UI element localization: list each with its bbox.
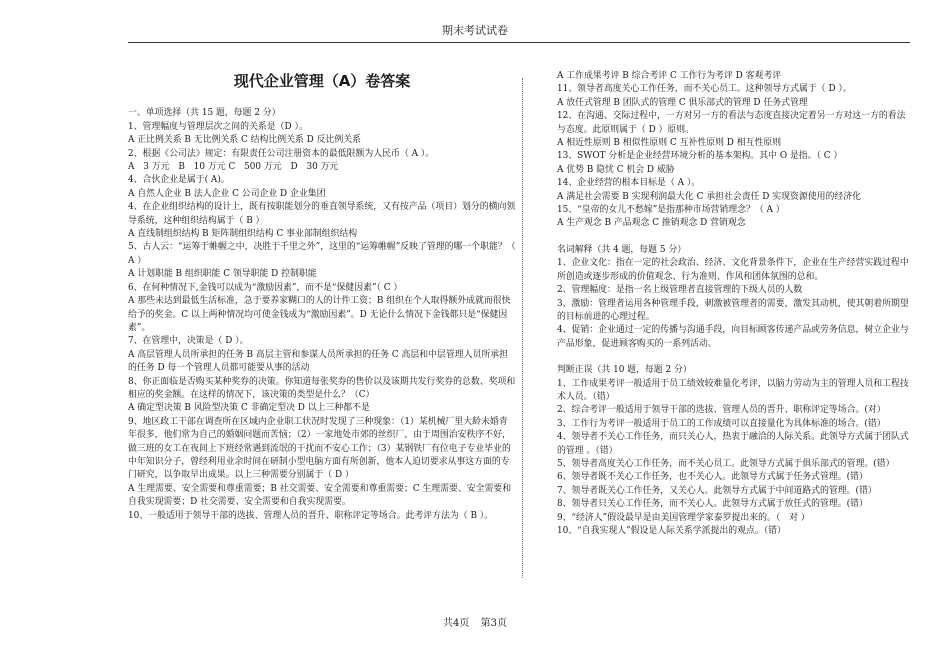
page-title: 现代企业管理（A）卷答案 [233,72,411,90]
left-content [128,107,516,523]
page-footer [0,614,950,629]
text-line: 10、一般适用于领导干部的选拔、管理人员的晋升、职称评定等场合。此考评方法为（ B ）。 [128,510,494,521]
text-line: A 生产观念 B 产品观念 C 推销观念 D 营销观念 [557,218,746,229]
text-line: A 相近性原则 B 相似性原则 C 互补性原则 D 相互性原则 [557,138,782,149]
text-line: 3、工作行为考评一般适用于员工的工作成绩可以直接量化为具体标准的场合。(错） [557,418,886,429]
text-line: A 3 万元 B 10 万元 C 500 万元 D 30 万元 [128,162,339,173]
text-line: 9、地区政工干部在调查所在区域内企业职工状况时发现了三种现象：（1）某机械厂里大龄未婚青年很多，他们常为自己的婚姻问题而苦恼；（2）一家地处市郊的丝织厂，由于周围治安秩序不好，做三班的女工在夜间上下班经常遇到流氓的干扰而不安心工作；（3）某钢铁厂有位电子专业毕业的中年知识分子，曾经利用业余时间在研制小型电脑方面有所创新，他本人迫切要求从事这方面的专门研究，以争取早出成果。以上三种需要分别属于（ D ） [128,416,511,481]
text-line: 7、在管理中，决策是（ D ）。 [128,336,249,347]
text-line: 5、古人云：“运筹于帷幄之中，决胜于千里之外”，这里的“运筹帷幄”反映了管理的哪一个职能？（ A ） [128,242,516,266]
text-line: A 正比例关系 B 无比例关系 C 结构比例关系 D 反比例关系 [128,135,361,146]
section-gap [557,351,910,364]
text-line: 7、领导者既关心工作任务，又关心人。此领导方式属于中间道路式的管理。(错） [557,485,877,496]
right-content [557,70,910,538]
text-line: A 工作成果考评 B 综合考评 C 工作行为考评 D 客观考评 [557,71,782,81]
text-line: 11、领导者高度关心工作任务，而不关心员工。这种领导方式属于（ D ）。 [557,84,852,95]
text-line: 1、企业文化：指在一定的社会政治、经济、文化背景条件下，企业在生产经营实践过程中所创造或逐步形成的价值观念、行为准则、作风和团体氛围的总和。 [557,258,909,282]
text-line: 10、“自我实现人”假设是人际关系学派提出的观点。（错） [557,526,786,536]
text-line: 15、“皇帝的女儿不愁嫁”是指那种市场营销理念？（ A ） [557,205,785,216]
text-line: 3、激励：管理者运用各种管理手段，刺激被管理者的需要，激发其动机，使其朝着所期望的目标前进的心理过程。 [557,298,909,322]
text-line: 4、促销：企业通过一定的传播与沟通手段，向目标顾客传递产品或劳务信息，树立企业与产品形象，促进顾客购买的一系列活动。 [557,325,909,349]
text-line: 5、领导者高度关心工作任务，而不关心员工。此领导方式属于俱乐部式的管理。(错） [557,458,895,469]
text-line: 2、综合考评一般适用于领导干部的选拔、管理人员的晋升、职称评定等场合。(对） [557,405,886,416]
text-line: 9、“经济人”假设最早是由美国管理学家泰罗提出来的。（ 对 ） [557,512,810,523]
column-divider [522,78,523,578]
text-line: 8、领导者只关心工作任务，而不关心人。此领导方式属于放任式的管理。(错） [557,499,868,510]
right-column [557,70,910,538]
text-line: A 放任式管理 B 团队式的管理 C 俱乐部式的管理 D 任务式管理 [557,97,808,108]
text-line: A 自然人企业 B 法人企业 C 公司企业 D 企业集团 [128,188,326,199]
text-line: 一、单项选择（共 15 题，每题 2 分） [128,108,281,119]
text-line: A 生理需要、安全需要和尊重需要；B 社交需要、安全需要和尊重需要；C 生理需要、安全需要和自我实现需要；D 社交需要、安全需要和自我实现需要。 [128,483,512,508]
page-header: 期末考试试卷 [442,24,508,37]
text-line: 名词解释（共 4 题，每题 5 分） [557,244,687,255]
section-gap [557,231,910,244]
text-line: 1、管理幅度与管理层次之间的关系是（D ）。 [128,121,308,132]
text-line: 4、领导者不关心工作任务，而只关心人，热衷于融洽的人际关系。此领导方式属于团队式的管理 。（错） [557,432,909,456]
text-line: 13、SWOT 分析是企业经营环境分析的基本架构。其中 O 是指。（ C ） [557,151,843,162]
text-line: 4、在企业组织结构的设计上，既有按职能划分的垂直领导系统，又有按产品（项目）划分的横向领导系统，这种组织结构属于（ B ） [128,202,516,226]
text-line: 4、合伙企业是属于( A)。 [128,175,230,186]
text-line: A 优势 B 隐忧 C 机会 D 威胁 [557,164,675,175]
text-line: A 高层管理人员所承担的任务 B 高层主管和参谋人员所承担的任务 C 高层和中层管理人员所承担的任务 D 每一个管理人员都可能要从事的活动 [128,349,508,374]
text-line: 14、企业经营的根本目标是（ A ）。 [557,178,701,189]
text-line: 2、根据《公司法》规定：有限责任公司注册资本的最低限额为人民币（ A ）。 [128,148,435,159]
total-pages: 共4页 [443,618,470,629]
header-rule [128,42,910,43]
text-line: A 确定型决策 B 风险型决策 C 非确定型决 D 以上三种都不是 [128,403,370,414]
text-line: A 计划职能 B 组织职能 C 领导职能 D 控制职能 [128,269,317,280]
text-line: 6、在何种情况下,金钱可以成为“激励因素”，而不是“保健因素”（ C ） [128,282,403,293]
text-line: A 那些未达到最低生活标准，急于要养家糊口的人的计件工资；B 组织在个人取得额外成就而很快给予的奖金。C 以上两种情况均可使金钱成为“激励因素”。D 无论什么情况下金钱都只是“保健因素”。 [128,296,511,333]
text-line: A 满足社会需要 B 实现利润最大化 C 承担社会责任 D 实现资源使用的经济化 [557,191,861,202]
current-page: 第3页 [480,618,507,629]
text-line: 2、管理幅度：是指一名上级管理者直接管理的下级人员的人数 [557,285,803,296]
text-line: 判断正误（共 10 题，每题 2 分） [557,365,692,376]
text-line: A 直线制组织结构 B 矩阵制组织结构 C 事业部制组织结构 [128,229,358,240]
text-line: 12、在沟通、交际过程中，一方对另一方的看法与态度直接决定着另一方对这一方的看法与态度。此原则属于（ D ）原则。 [557,111,906,135]
text-line: 8、你正面临是否购买某种奖券的决策。你知道每张奖券的售价以及该期共发行奖券的总数、奖项和相应的奖金额。在这样的情况下，该决策的类型是什么？（C） [128,376,516,400]
left-column [128,70,516,523]
text-line: 1、工作成果考评一般适用于员工绩效较难量化考评，以脑力劳动为主的管理人员和工程技术人员。（错） [557,378,909,402]
text-line: 6、领导者既不关心工作任务，也不关心人。此领导方式属于任务式管理。(错） [557,472,868,483]
